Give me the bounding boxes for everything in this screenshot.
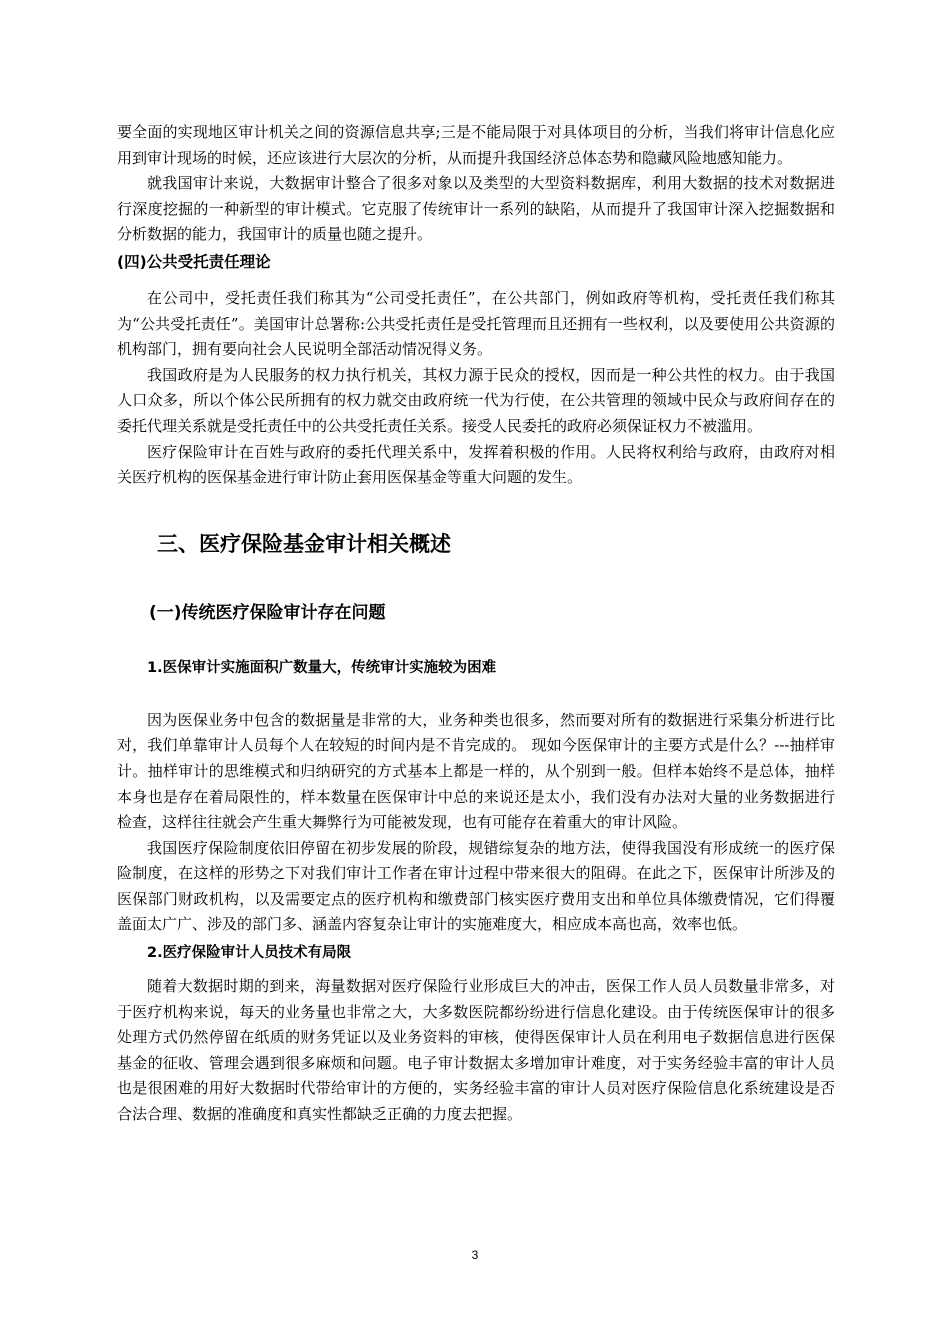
paragraph-insurance-system: 我国医疗保险制度依旧停留在初步发展的阶段，规错综复杂的地方法，使得我国没有形成统一的医疗保险制度，在这样的形势之下对我们审计工作者在审计过程中带来很大的阻碍。在此之下，医保审计所涉及的医保部门财政机构，以及需要定点的医疗机构和缴费部门核实医疗费用支出和单位具体缴费情况，它们得覆盖面太广广、涉及的部门多、涵盖内容复杂让审计的实施难度大，相应成本高也高，效率也低。 [117,838,835,934]
item-1-title: 1.医保审计实施面积广数量大，传统审计实施较为困难 [147,659,497,676]
paragraph-government-power: 我国政府是为人民服务的权力执行机关，其权力源于民众的授权，因而是一种公共性的权力。由于我国人口众多，所以个体公民所拥有的权力就交由政府统一代为行使，在公共管理的领域中民众与政府间存在的委托代理关系就是受托责任中的公共受托责任关系。接受人民委托的政府必须保证权力不被滥用。 [117,365,835,435]
paragraph-accountability-definition: 在公司中，受托责任我们称其为“公司受托责任”，在公共部门，例如政府等机构，受托责任我们称其为“公共受托责任”。美国审计总署称:公共受托责任是受托管理而且还拥有一些权利，以及要使用公共资源的机构部门，拥有要向社会人民说明全部活动情况得义务。 [117,288,835,359]
item-2-title: 2.医疗保险审计人员技术有局限 [147,945,352,962]
paragraph-auditor-skills: 随着大数据时期的到来，海量数据对医疗保险行业形成巨大的冲击，医保工作人员人员数量非常多，对于医疗机构来说，每天的业务量也非常之大，大多数医院都纷纷进行信息化建设。由于传统医保审计的很多处理方式仍然停留在纸质的财务凭证以及业务资料的审核，使得医保审计人员在利用电子数据信息进行医保基金的征收、管理会遇到很多麻烦和问题。电子审计数据太多增加审计难度，对于实务经验丰富的审计人员也是很困难的用好大数据时代带给审计的方便的，实务经验丰富的审计人员对医疗保险信息化系统建设是否合法合理、数据的准确度和真实性都缺乏正确的力度去把握。 [117,977,835,1124]
paragraph-sampling-audit: 因为医保业务中包含的数据量是非常的大，业务种类也很多，然而要对所有的数据进行采集分析进行比对，我们单靠审计人员每个人在较短的时间内是不肯完成的。 现如今医保审计的主要方式是什么？---抽样审计。抽样审计的思维模式和归纳研究的方式基本上都是一样的，从个别到一般。但样本始终不是总体，抽样本身也是存在着局限性的，样本数量在医保审计中总的来说还是太小，我们没有办法对大量的业务数据进行检查，这样往往就会产生重大舞弊行为可能被发现，也有可能存在着重大的审计风险。 [117,710,835,832]
page-content [117,120,835,1128]
section-title: 三、医疗保险基金审计相关概述 [157,531,451,556]
subsection-title: (一)传统医疗保险审计存在问题 [149,602,386,623]
paragraph-insurance-audit-role: 医疗保险审计在百姓与政府的委托代理关系中，发挥着积极的作用。人民将权利给与政府，由政府对相关医疗机构的医保基金进行审计防止套用医保基金等重大问题的发生。 [117,442,835,487]
page-number: 3 [471,1248,479,1262]
paragraph-big-data-audit: 就我国审计来说，大数据审计整合了很多对象以及类型的大型资料数据库，利用大数据的技术对数据进行深度挖掘的一种新型的审计模式。它克服了传统审计一系列的缺陷，从而提升了我国审计深入挖掘数据和分析数据的能力，我国审计的质量也随之提升。 [117,174,835,244]
paragraph-continuation: 要全面的实现地区审计机关之间的资源信息共享;三是不能局限于对具体项目的分析，当我们将审计信息化应用到审计现场的时候，还应该进行大层次的分析，从而提升我国经济总体态势和隐藏风险地感知能力。 [117,123,835,167]
heading-public-accountability: (四)公共受托责任理论 [117,252,271,271]
